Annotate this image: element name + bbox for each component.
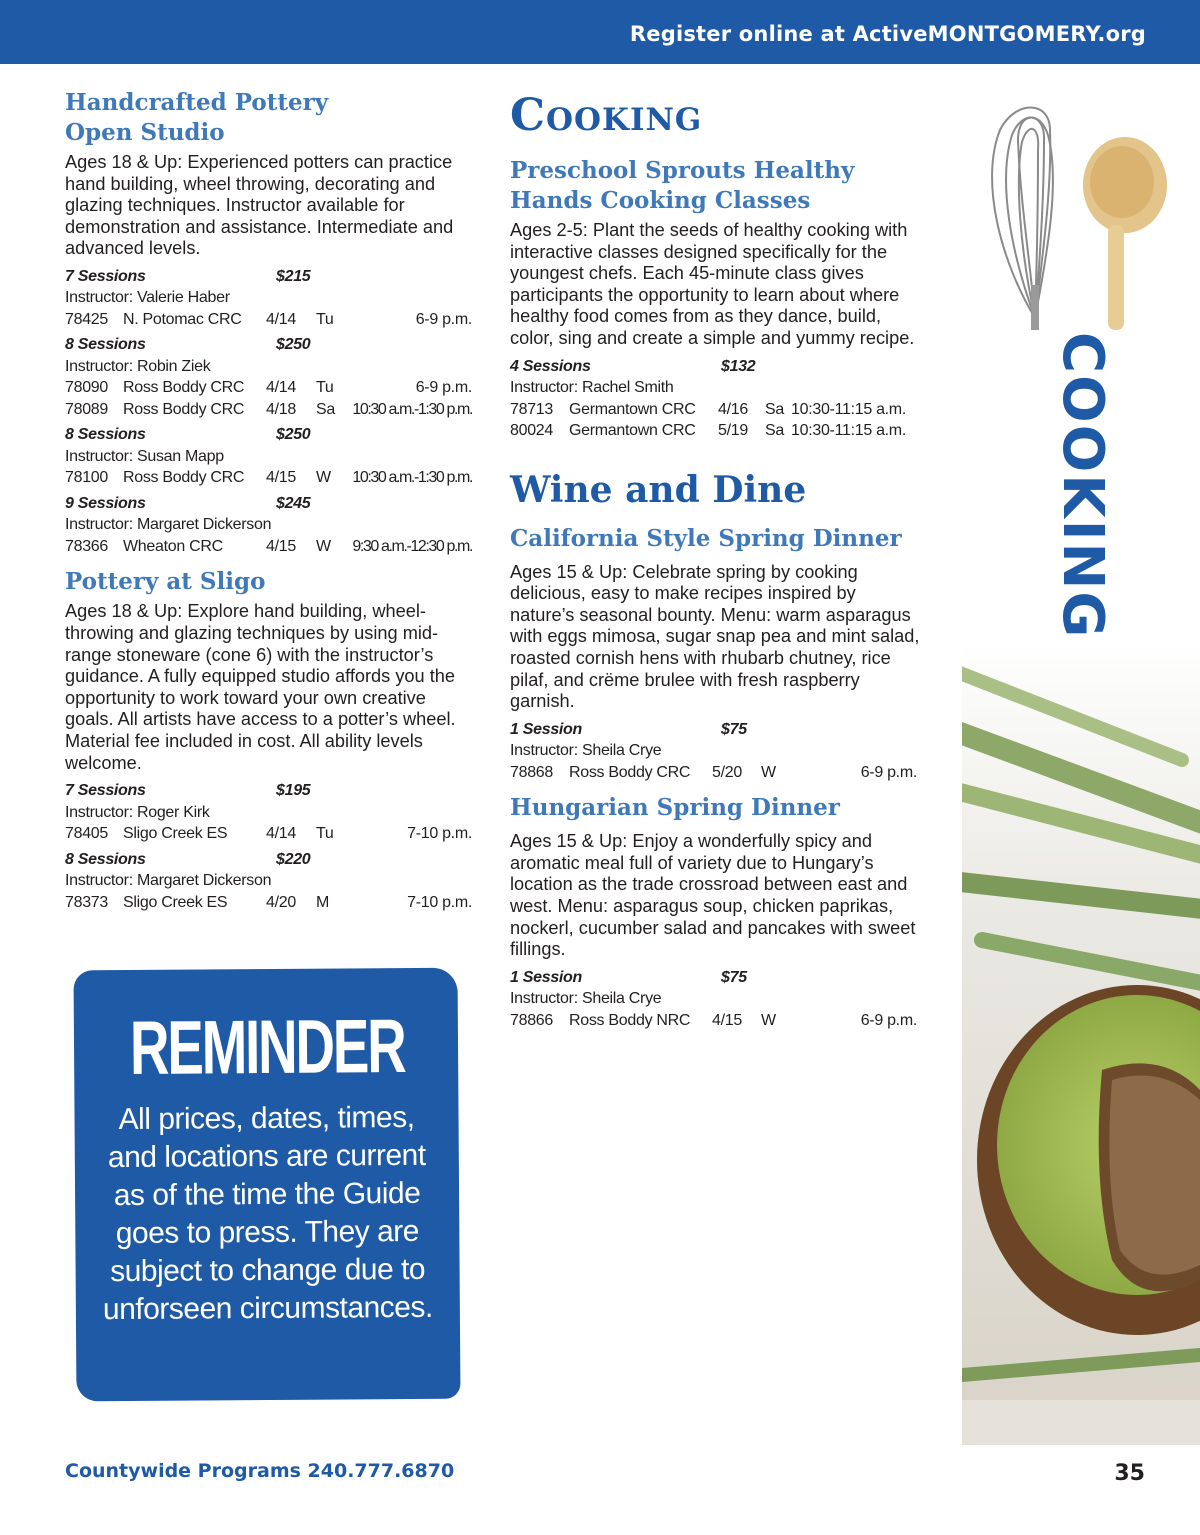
course-location: Sligo Creek ES [123,825,228,843]
course-day: Sa [316,400,335,418]
course-location: Ross Boddy CRC [123,400,245,418]
side-tab [1050,332,1115,640]
session-count: 7 Sessions [65,267,146,285]
course-date: 4/14 [266,310,296,328]
course-row [510,762,922,784]
instructor: Instructor: Robin Ziek [65,357,211,375]
course-time: 7-10 p.m. [407,893,472,911]
program-description: Ages 18 & Up: Explore hand building, wheel-throwing and glazing techniques by using mid-range stoneware (cone 6) with the instructor’s guidance. A fully equipped studio affords you the opportunity to work toward your own creative goals. All artists have access to a potter’s wheel. Material fee included in cost. All ability levels welcome. [65,601,456,773]
section-heading-cooking: Cooking [510,90,703,141]
side-tab-label: COOKING [1050,332,1115,640]
session-block [65,424,477,489]
course-row [510,399,922,421]
course-row [65,823,477,845]
course-code: 78366 [65,537,108,555]
course-time: 6-9 p.m. [415,379,472,397]
course-code: 78868 [510,763,553,781]
program-description: Ages 15 & Up: Celebrate spring by cooking delicious, easy to make recipes inspired by nature’s seasonal bounty. Menu: warm asparagus with eggs mimosa, sugar snap pea and mint salad, roasted cornish hens with rhubarb chutney, rice pilaf, and crëme brulee with fresh raspberry garnish. [510,561,920,712]
course-location: Germantown CRC [569,400,696,418]
course-day: W [316,469,331,487]
left-column [65,88,477,913]
session-count: 8 Sessions [65,850,146,868]
session-price: $250 [276,336,311,354]
instructor: Instructor: Roger Kirk [65,803,210,821]
session-price: $245 [276,494,311,512]
course-time: 7-10 p.m. [407,825,472,843]
course-code: 80024 [510,422,553,440]
session-price: $250 [276,426,311,444]
session-price: $195 [276,782,311,800]
course-row [65,399,477,421]
course-code: 78713 [510,400,553,418]
course-time: 6-9 p.m. [415,310,472,328]
program-description: Ages 2-5: Plant the seeds of healthy cooking with interactive classes designed specifically for the youngest chefs. Each 45-minute class gives participants the opportunity to learn about where healthy food comes from as they dance, build, color, sing and create a simple and yummy recipe. [510,220,915,348]
right-column [510,88,922,1031]
reminder-box [77,971,458,1399]
course-time: 6-9 p.m. [860,1011,917,1029]
course-row [65,467,477,489]
course-code: 78373 [65,893,108,911]
course-row [510,420,922,442]
course-code: 78866 [510,1011,553,1029]
program-description: Ages 18 & Up: Experienced potters can practice hand building, wheel throwing, decorating and glazing techniques. Instructor available for demonstration and assistance. Intermediate and advanced levels. [65,152,454,259]
program-title-line: Hands Cooking Classes [510,187,811,214]
course-location: Wheaton CRC [123,537,223,555]
course-time: 10:30 a.m.-1:30 p.m. [352,400,472,418]
reminder-body: All prices, dates, times, and locations are current as of the time the Guide goes to press. They are subject to change due to unforseen circumstances. [102,1100,433,1327]
course-day: W [761,763,776,781]
course-row [510,1010,922,1032]
session-count: 1 Session [510,968,583,986]
whisk-icon [960,90,1200,330]
program-title-line: Preschool Sprouts Healthy [510,157,855,184]
asparagus-soup-photo [962,640,1200,1445]
session-count: 8 Sessions [65,336,146,354]
program-title-line: Open Studio [65,119,225,146]
course-location: N. Potomac CRC [123,310,242,328]
course-code: 78425 [65,310,108,328]
course-day: M [316,893,330,911]
course-time: 10:30-11:15 a.m. [791,400,906,418]
course-date: 4/14 [266,825,296,843]
course-date: 4/16 [718,400,748,418]
program-title: California Style Spring Dinner [510,524,902,552]
course-row [65,536,477,558]
course-date: 5/20 [712,763,742,781]
course-location: Ross Boddy NRC [569,1011,691,1029]
section-heading-wine-and-dine: Wine and Dine [510,468,807,511]
course-row [65,892,477,914]
course-day: W [316,537,331,555]
course-time: 6-9 p.m. [860,763,917,781]
session-block [510,356,922,442]
session-block [510,719,922,784]
course-date: 4/15 [712,1011,742,1029]
course-day: Tu [316,310,334,328]
course-row [65,309,477,331]
course-location: Ross Boddy CRC [123,379,245,397]
program-description: Ages 15 & Up: Enjoy a wonderfully spicy and aromatic meal full of variety due to Hungary’s location as the trade crossroad between east and west. Menu: asparagus soup, chicken paprikas, nockerl, cucumber salad and pancakes with sweet fillings. [510,831,916,960]
instructor: Instructor: Sheila Crye [510,742,662,760]
session-block [65,334,477,420]
program-title [65,88,477,148]
top-banner [0,0,1200,64]
session-count: 1 Session [510,720,583,738]
session-block [510,967,922,1032]
course-date: 4/14 [266,379,296,397]
course-date: 4/20 [266,893,296,911]
course-date: 4/15 [266,469,296,487]
whisk-and-spoon-image [960,90,1200,330]
reminder-title: REMINDER [129,1004,405,1091]
instructor: Instructor: Sheila Crye [510,990,662,1008]
session-price: $75 [721,968,747,986]
session-block [65,266,477,331]
register-online-text[interactable]: Register online at ActiveMONTGOMERY.org [629,22,1146,46]
session-count: 4 Sessions [510,357,591,375]
session-count: 9 Sessions [65,494,146,512]
course-code: 78089 [65,400,108,418]
course-code: 78100 [65,469,108,487]
footer-countywide-programs: Countywide Programs 240.777.6870 [65,1460,455,1482]
instructor: Instructor: Margaret Dickerson [65,872,272,890]
course-day: Sa [765,422,784,440]
course-date: 4/15 [266,537,296,555]
course-time: 10:30-11:15 a.m. [791,422,906,440]
session-count: 8 Sessions [65,426,146,444]
program-title-line: Handcrafted Pottery [65,89,329,116]
program-title: Pottery at Sligo [65,568,266,596]
program-title [510,156,922,216]
instructor: Instructor: Susan Mapp [65,447,224,465]
course-time: 10:30 a.m.-1:30 p.m. [352,469,472,487]
course-day: Sa [765,400,784,418]
course-location: Sligo Creek ES [123,893,228,911]
instructor: Instructor: Rachel Smith [510,379,674,397]
course-day: Tu [316,379,334,397]
session-price: $215 [276,267,311,285]
course-code: 78090 [65,379,108,397]
session-block [65,849,477,914]
session-count: 7 Sessions [65,782,146,800]
course-time: 9:30 a.m.-12:30 p.m. [352,537,472,555]
session-price: $75 [721,720,747,738]
course-location: Ross Boddy CRC [569,763,691,781]
session-block [65,780,477,845]
session-price: $220 [276,850,311,868]
session-price: $132 [721,357,756,375]
page-number: 35 [1114,1461,1145,1486]
course-code: 78405 [65,825,108,843]
course-location: Ross Boddy CRC [123,469,245,487]
course-date: 5/19 [718,422,748,440]
course-day: W [761,1011,776,1029]
course-location: Germantown CRC [569,422,696,440]
program-title: Hungarian Spring Dinner [510,794,840,822]
session-block [65,493,477,558]
course-date: 4/18 [266,400,296,418]
instructor: Instructor: Margaret Dickerson [65,516,272,534]
instructor: Instructor: Valerie Haber [65,289,230,307]
food-photo-art [962,640,1200,1445]
course-row [65,377,477,399]
course-day: Tu [316,825,334,843]
